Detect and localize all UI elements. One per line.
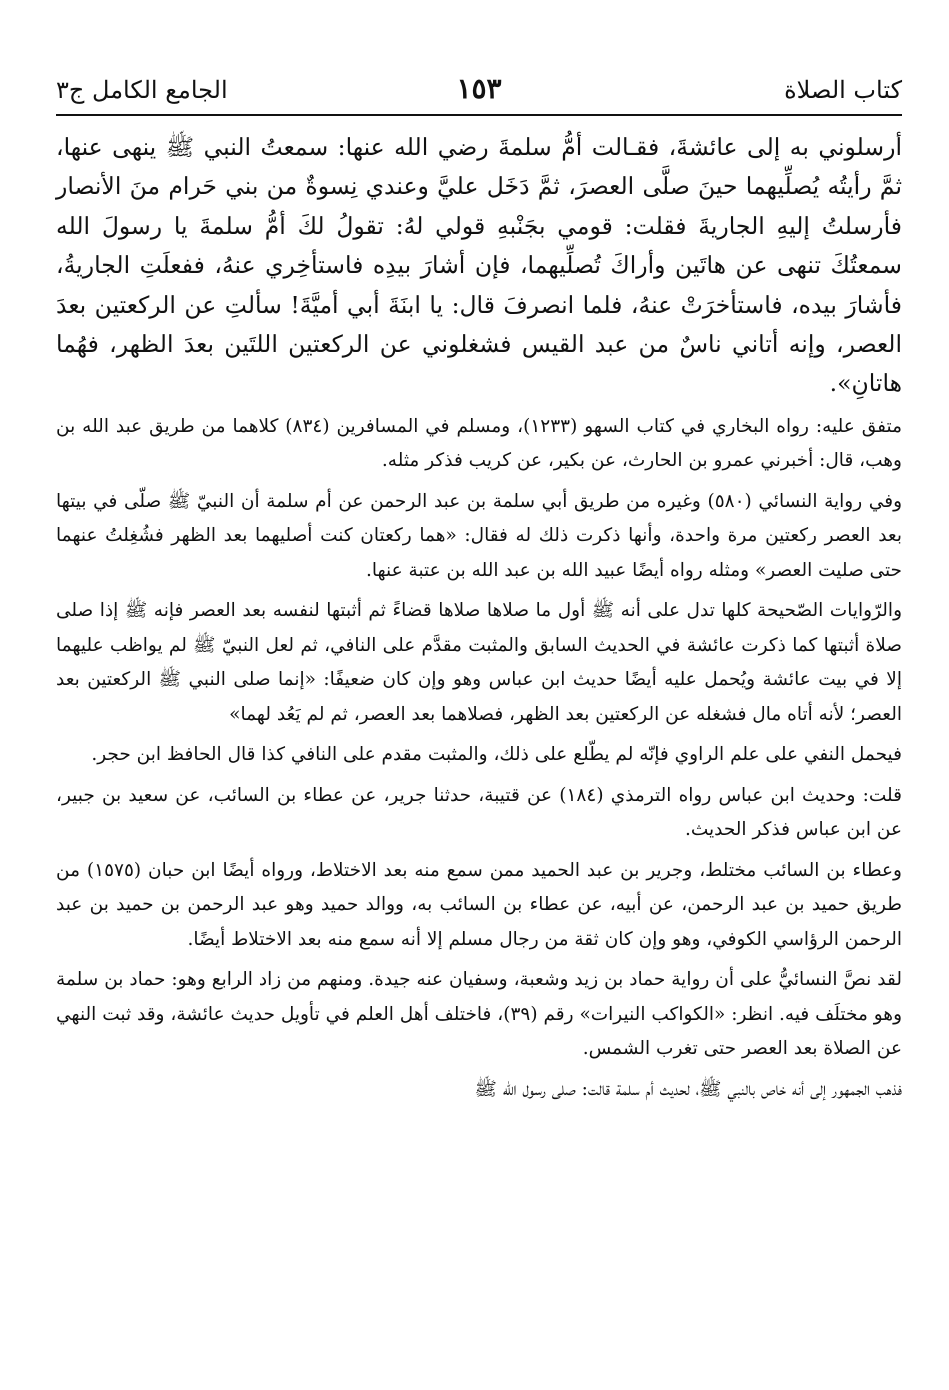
commentary-paragraph-3: والرّوايات الصّحيحة كلها تدل على أنه ﷺ أول ما صلاها صلاها قضاءً ثم أثبتها لنفسه بعد العصر فإنه ﷺ إذا صلى صلاة أثبتها كما ذكرت عائشة في الحديث السابق والمثبت مقدَّم على النافي، ثم لعل النبيّ ﷺ لم يواظب عليهما إلا في بيت عائشة ويُحمل عليه أيضًا حديث ابن عباس وهو وإن كان ضعيفًا: «إنما صلى النبي ﷺ الركعتين بعد العصر؛ لأنه أتاه مال فشغله عن الركعتين بعد الظهر، فصلاهما بعد العصر، ثم لم يَعُد لهما»	[56, 600, 902, 725]
book-page	[56, 68, 902, 1113]
commentary-paragraph-1: متفق عليه: رواه البخاري في كتاب السهو (١٢٣٣)، ومسلم في المسافرين (٨٣٤) كلاهما من طريق عبد الله بن وهب، قال: أخبرني عمرو بن الحارث، عن بكير، عن كريب فذكر مثله.	[56, 415, 902, 472]
commentary-paragraph-4: فيحمل النفي على علم الراوي فإنّه لم يطّلع على ذلك، والمثبت مقدم على النافي كذا قال الحافظ ابن حجر.	[91, 744, 902, 766]
commentary-paragraph-6: وعطاء بن السائب مختلط، وجرير بن عبد الحميد ممن سمع منه بعد الاختلاط، ورواه أيضًا ابن حبان (١٥٧٥) من طريق حميد بن عبد الرحمن، عن أبيه، عن عطاء بن السائب به، ووالد حميد وهو عبد الرحمن بن حميد بن عبد الرحمن الرؤاسي الكوفي، وهو وإن كان ثقة من رجال مسلم إلا أنه سمع منه بعد الاختلاط أيضًا.	[56, 859, 902, 950]
page-header	[56, 68, 902, 116]
commentary-paragraph-7: لقد نصَّ النسائيُّ على أن رواية حماد بن زيد وشعبة، وسفيان عنه جيدة. ومنهم من زاد الرابع وهو: حماد بن سلمة وهو مختلَف فيه. انظر: «الكواكب النيرات» رقم (٣٩)، فاختلف أهل العلم في تأويل حديث عائشة، وقد ثبت النهي عن الصلاة بعد العصر حتى تغرب الشمس.	[56, 969, 902, 1060]
page-number: ١٥٣	[456, 72, 502, 105]
volume-title: الجامع الكامل ج٣	[56, 76, 228, 104]
hadith-text	[56, 128, 902, 404]
commentary-paragraph-8: فذهب الجمهور إلى أنه خاص بالنبي ﷺ، لحديث أم سلمة قالت: صلى رسول الله ﷺ	[474, 1078, 902, 1100]
hadith-paragraph: أرسلوني به إلى عائشةَ، فقـالت أمُّ سلمةَ رضي الله عنها: سمعتُ النبي ﷺ ينهى عنها، ثمَّ رأيتُه يُصلِّيهما حينَ صلَّى العصرَ، ثمَّ دَخَل عليَّ وعندي نِسوةٌ من بني حَرام منَ الأنصار فأرسلتُ إليهِ الجاريةَ فقلت: قومي بجَنْبهِ قولي لهُ: تقولُ لكَ أمُّ سلمةَ يا رسولَ الله سمعتُكَ تنهى عن هاتَين وأراكَ تُصلِّيهما، فإن أشارَ بيدِه فاستأخِري عنهُ، ففعلَتِ الجاريةُ، فأشارَ بيده، فاستأخرَتْ عنهُ، فلما انصرفَ قال: يا ابنَةَ أبي أميَّةَ! سألتِ عن الركعتين بعدَ العصر، وإنه أتاني ناسٌ من عبد القيس فشغلوني عن الركعتين اللتَين بعدَ الظهر، فهُما هاتانِ».	[56, 133, 902, 398]
commentary	[56, 410, 902, 1108]
commentary-paragraph-2: وفي رواية النسائي (٥٨٠) وغيره من طريق أبي سلمة بن عبد الرحمن عن أم سلمة أن النبيّ ﷺ صلّى في بيتها بعد العصر ركعتين مرة واحدة، وأنها ذكرت ذلك له فقال: «هما ركعتان كنت أصليهما بعد الظهر فشُغِلتُ عنهما حتى صليت العصر» ومثله رواه أيضًا عبيد الله بن عبد الله بن عتبة عنها.	[56, 490, 902, 581]
commentary-paragraph-5: قلت: وحديث ابن عباس رواه الترمذي (١٨٤) عن قتيبة، حدثنا جرير، عن عطاء بن السائب، عن سعيد بن جبير، عن ابن عباس فذكر الحديث.	[56, 784, 902, 841]
book-title: كتاب الصلاة	[784, 76, 902, 104]
